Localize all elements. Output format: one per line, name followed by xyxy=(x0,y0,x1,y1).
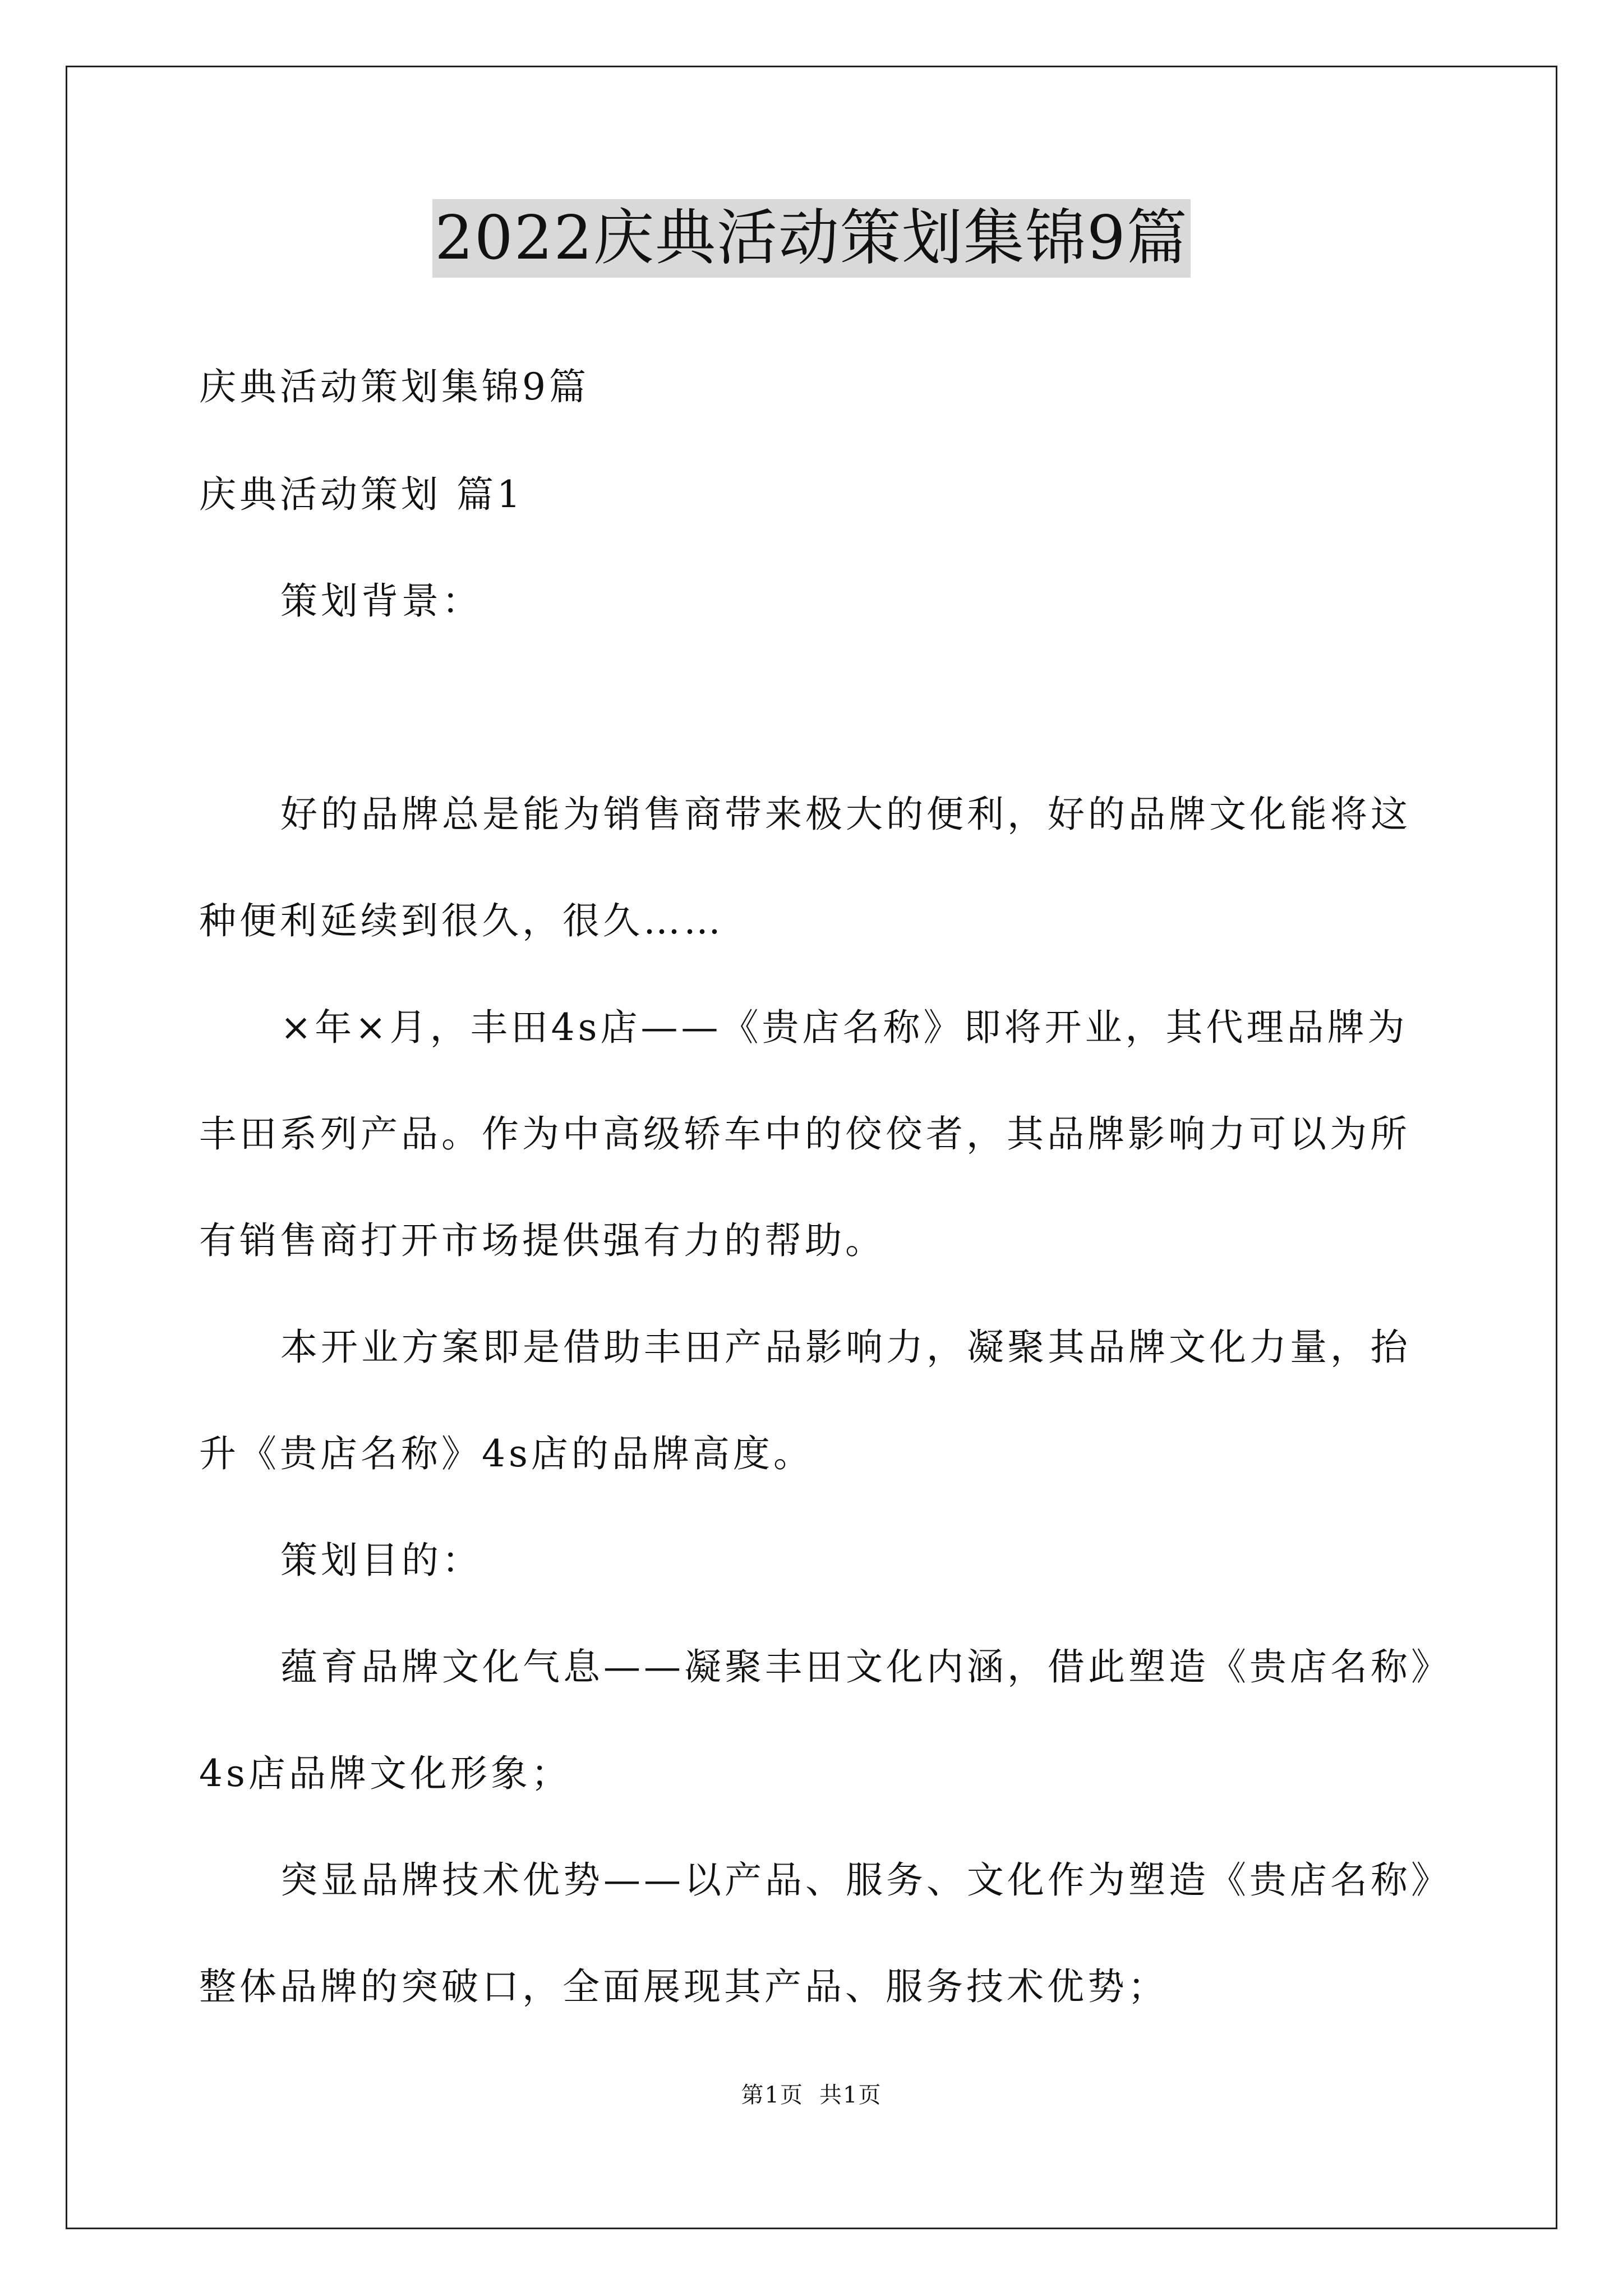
page-footer xyxy=(0,2077,1623,2109)
title-container xyxy=(0,199,1623,278)
paragraph-line: 蕴育品牌文化气息——凝聚丰田文化内涵，借此塑造《贵店名称》 xyxy=(280,1645,1451,1688)
paragraph-line: 升《贵店名称》4s店的品牌高度。 xyxy=(199,1432,814,1475)
document-title: 2022庆典活动策划集锦9篇 xyxy=(432,199,1191,278)
paragraph-line: 种便利延续到很久，很久…… xyxy=(199,899,724,942)
page-total: 共1页 xyxy=(819,2082,882,2108)
paragraph-line: 策划目的： xyxy=(280,1539,482,1582)
paragraph-line: 本开业方案即是借助丰田产品影响力，凝聚其品牌文化力量，抬 xyxy=(280,1326,1411,1369)
paragraph-line: ×年×月，丰田4s店——《贵店名称》即将开业，其代理品牌为 xyxy=(280,1006,1408,1049)
paragraph-line: 4s店品牌文化形象； xyxy=(199,1752,571,1795)
section-heading: 庆典活动策划 篇1 xyxy=(199,473,524,516)
paragraph-line: 好的品牌总是能为销售商带来极大的便利，好的品牌文化能将这 xyxy=(280,793,1411,836)
paragraph-line: 整体品牌的突破口，全面展现其产品、服务技术优势； xyxy=(199,1965,1168,2008)
paragraph-line: 丰田系列产品。作为中高级轿车中的佼佼者，其品牌影响力可以为所 xyxy=(199,1112,1410,1156)
paragraph-line: 突显品牌技术优势——以产品、服务、文化作为塑造《贵店名称》 xyxy=(280,1858,1451,1902)
paragraph-line: 有销售商打开市场提供强有力的帮助。 xyxy=(199,1219,886,1262)
paragraph-line: 策划背景： xyxy=(280,579,482,623)
subtitle-line: 庆典活动策划集锦9篇 xyxy=(199,365,589,408)
page-number: 第1页 xyxy=(741,2082,804,2108)
